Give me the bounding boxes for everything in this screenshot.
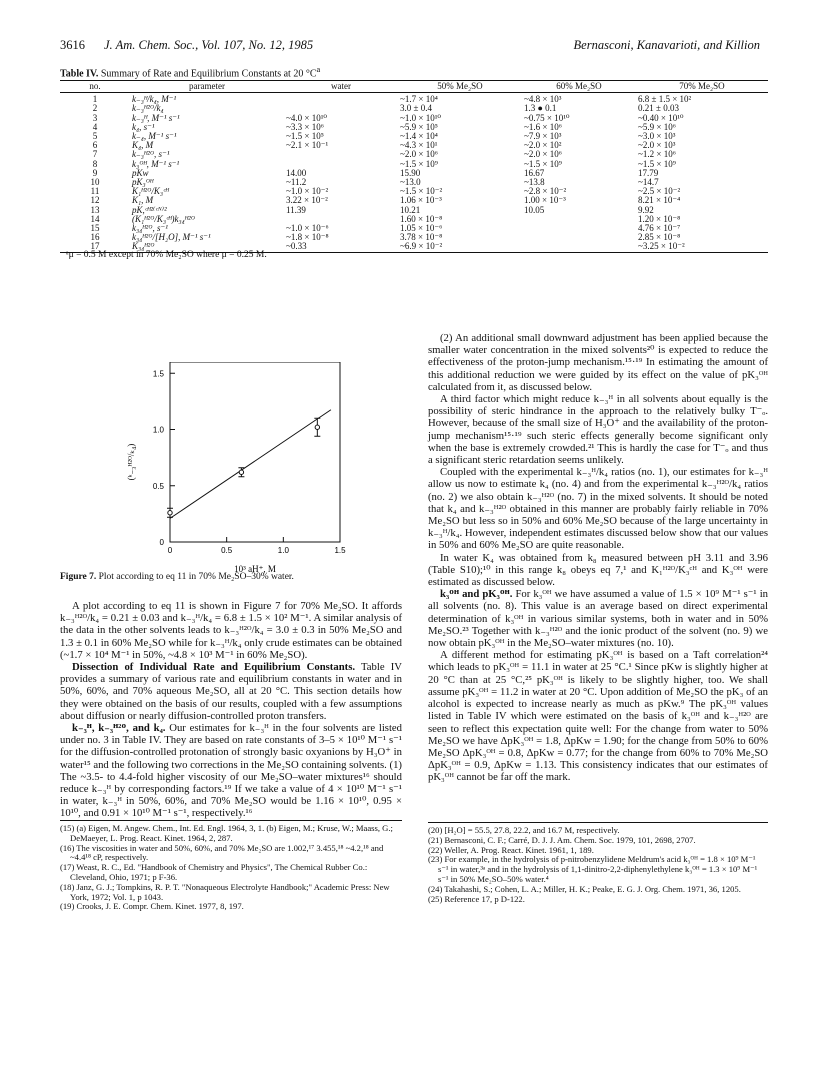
cell-70-me2so: ~2.5 × 10⁻² [638,186,681,197]
figure-caption-label: Figure 7. [60,572,97,582]
paragraph-text: For k₃ᴼᴴ we have assumed a value of 1.5 × 10⁹ M⁻¹ s⁻¹ in all solvents (no. 8). This value is an average based on direct experimental determination of k₃ᴼᴴ in various similar systems, both in water and in 50% Me₂SO.²³ Together with k₋₃ᴴ²ᴼ and the ionic product of the solvent (no. 9) we now obtain pK₃ᴼᴴ in the Me₂SO–water mixtures (no. 10). [428,588,769,650]
footnotes-right [428,826,768,904]
left-column [60,600,402,820]
figure-caption [60,572,400,582]
cell-70-me2so: ~3.0 × 10³ [638,131,676,142]
row-number: 12 [90,195,100,206]
fit-line [170,410,331,519]
footnote-rule-right [428,822,768,823]
footnote: (24) Takahashi, S.; Cohen, L. A.; Miller, H. K.; Peake, E. G. J. Org. Chem. 1971, 36, 1205. [428,883,741,894]
cell-60-me2so: 10.05 [524,204,545,215]
row-parameter: pK,ᶜᴴ²⁽ᶜᴺ⁾² [132,204,167,215]
cell-50-me2so: 10.21 [400,204,421,215]
cell-60-me2so: ~7.9 × 10³ [524,131,562,142]
cell-60-me2so: 16.67 [524,167,545,178]
table-body [60,93,768,252]
footnote-rule-left [60,820,402,821]
row-parameter: k₃ᴼᴴ, M⁻¹ s⁻¹ [132,158,180,169]
cell-70-me2so: 4.76 × 10⁻⁷ [638,223,681,234]
cell-water: ~3.3 × 10⁶ [286,121,324,132]
footnote: (16) The viscosities in water and 50%, 60%, and 70% Me₂SO are 1.002,¹⁷ 3.455,¹⁸ ~4.2,¹⁸ and ~4.4¹⁸ cP, respectively. [60,842,384,863]
paragraph: A different method for estimating pK₃ᴼᴴ is based on a Taft correlation²⁴ which leads to pK₃ᴼᴴ = 11.1 in water at 25 °C.¹ Since pKw is slightly higher at 20 °C than at 25 °C,²⁵ pK₃ᴼᴴ is likely to be slightly higher, too. We shall assume pK₃ᴼᴴ = 11.2 in water at 20 °C. Upon addition of Me₂SO the pK₃ of an alcohol is expected to increase nearly as much as pKw.⁹ The pK₃ᴼᴴ values listed in Table IV which were estimated on the basis of k₃ᴼᴴ and k₋₃ᴴ²ᴼ are seen to reflect this expectation quite well: For the change from water to 50% Me₂SO we have ΔpK₃ᴼᴴ = 1.8, ΔpKw = 1.90; for the change from 50% to 60% Me₂SO ΔpK₃ᴼᴴ = 0.8, ΔpKw = 0.77; for the change from 60% to 70% Me₂SO ΔpK₃ᴼᴴ = 0.9, ΔpKw = 1.13. This consistency indicates that our estimates of pK₃ᴼᴴ cannot be far off the mark. [428,649,768,784]
cell-50-me2so: 1.05 × 10⁻⁶ [400,223,443,234]
rate-constants-table [60,80,768,253]
row-parameter: k₋₃ᴴ/k₄, M⁻¹ [132,94,177,105]
footnote: (22) Weller, A. Prog. React. Kinet. 1961, 1, 189. [428,844,594,855]
right-column [428,332,768,784]
row-parameter: K₁ᴴ²ᴼ/K₃ᶜᴴ [132,186,169,197]
x-tick-label: 1.0 [277,546,289,555]
row-number: 5 [92,131,98,142]
x-tick-label: 1.5 [334,546,346,555]
row-parameter: k₄, s⁻¹ [132,121,155,132]
footnote: (20) [H₂O] = 55.5, 27.8, 22.2, and 16.7 M, respectively. [428,825,620,835]
paragraph-text: Our estimates for k₋₃ᴴ in the four solvents are listed under no. 3 in Table IV. They are based on rate constants of 3–5 × 10¹⁰ M⁻¹ s⁻¹ for the diffusion-controlled protonation of strongly basic oxyanions by H₃O⁺ in water¹⁵ and the following two corrections in the Me₂SO containing solvents. (1) The ~3.5- to 4.4-fold higher viscosity of our Me₂SO–water mixtures¹⁶ should reduce k₋₃ᴴ by corresponding factors.¹⁹ If we take a value of 4 × 10¹⁰ M⁻¹ s⁻¹ in water, k₋₃ᴴ in 50%, 60%, and 70% Me₂SO would be 1.16 × 10¹⁰, 0.95 × 10¹⁰, and 0.91 × 10¹⁰ M⁻¹ s⁻¹, respectively.¹⁶ [60,722,403,820]
cell-50-me2so: ~5.9 × 10⁵ [400,121,438,132]
cell-water: ~0.33 [284,242,398,252]
data-point [168,511,172,515]
col-header-50: 50% Me₂SO [398,81,522,93]
running-authors: Bernasconi, Kanavarioti, and Killion [573,38,760,52]
paragraph [60,661,402,722]
paragraph [428,588,768,649]
x-tick-label: 0.5 [221,546,233,555]
cell-70-me2so: ~0.40 × 10¹⁰ [638,112,684,123]
cell-60-me2so: ~2.0 × 10⁶ [524,149,562,160]
cell-60-me2so: 1.00 × 10⁻³ [524,195,566,206]
paragraph: A plot according to eq 11 is shown in Figure 7 for 70% Me₂SO. It affords k₋₃ᴴ²ᴼ/k₄ = 0.21 ± 0.03 and k₋₃ᴴ/k₄ = 6.8 ± 1.5 × 10² M⁻¹. A similar analysis of the data in the other solvents leads to k₋₃ᴴ²ᴼ/k₄ = 3.0 ± 0.3 in 50% Me₂SO and 1.3 ± 0.1 in 60% Me₂SO while for k₋₃ᴴ/k₄ only crude estimates can be obtained (~1.7 × 10⁴ M⁻¹ in 50%, ~4.8 × 10³ M⁻¹ in 60% Me₂SO). [60,600,402,661]
cell-70-me2so: ~1.5 × 10⁹ [638,158,676,169]
cell-water: 3.22 × 10⁻² [286,195,328,206]
row-parameter: k₃₄ᴴ²ᴼ, s⁻¹ [132,223,168,234]
cell-50-me2so: ~1.7 × 10⁴ [400,94,438,105]
row-parameter: k₋₃ᴴ, M⁻¹ s⁻¹ [132,112,180,123]
col-header-70: 70% Me₂SO [636,81,768,93]
row-number: 2 [92,103,98,114]
table-caption-label: Table IV. [60,68,99,80]
row-parameter: pKw [132,167,149,178]
data-points [167,418,320,517]
row-parameter: K₁, M [132,195,154,206]
table-footnote: ᵃμ = 0.5 M except in 70% Me₂SO where μ = 0.25 M. [66,250,267,260]
footnote: (25) Reference 17, p D-122. [428,893,525,904]
row-parameter: k₋₃ᴴ²ᴼ, s⁻¹ [132,149,170,160]
paragraph: A third factor which might reduce k₋₃ᴴ in all solvents about equally is the possibility of steric hindrance in the approach to the relatively bulky T⁻ₒ. However, because of the small size of H₃O⁺ and the availability of the proton-jump mechanism¹⁵·¹⁹ such steric effects generally become significant only when the base is extremely crowded.²¹ This is hardly the case for T⁻ₒ and thus a significant steric retardation seems unlikely. [428,393,768,467]
data-point [315,425,319,429]
subsection-heading: k₋₃ᴴ, k₋₃ᴴ²ᴼ, and k₄. [72,722,166,735]
footnote: (17) Weast, R. C., Ed. "Handbook of Chemistry and Physics", The Chemical Rubber Co.: Cleveland, Ohio, 1971; p F-36. [60,862,368,882]
cell-70-me2so: 2.85 × 10⁻⁸ [638,232,681,243]
row-parameter: k₋₃ᴴ²ᴼ/k₄ [132,103,164,114]
cell-60-me2so: ~1.6 × 10⁶ [524,121,562,132]
cell-60-me2so [522,233,636,242]
row-number: 1 [92,94,98,105]
table-caption-text: Summary of Rate and Equilibrium Constants at 20 °C [100,68,317,80]
page-number: 3616 [60,38,85,52]
cell-60-me2so: ~2.8 × 10⁻² [524,186,567,197]
cell-70-me2so: 0.21 ± 0.03 [638,103,679,114]
running-header [60,38,760,54]
row-number: 7 [92,149,98,160]
cell-70-me2so: 6.8 ± 1.5 × 10² [638,94,692,105]
x-axis-label: 10³ aH⁺, M [234,564,276,574]
col-header-water: water [284,81,398,93]
cell-70-me2so: 1.20 × 10⁻⁸ [638,213,681,224]
y-tick-label: 1.5 [152,369,164,379]
cell-50-me2so: ~4.3 × 10¹ [400,140,438,151]
cell-50-me2so: ~6.9 × 10⁻² [398,242,522,252]
cell-70-me2so: 9.92 [638,204,654,215]
cell-60-me2so [522,242,636,252]
row-number: 9 [92,167,98,178]
paragraph: Coupled with the experimental k₋₃ᴴ/k₄ ratios (no. 1), our estimates for k₋₃ᴴ allow us now to estimate k₄ (no. 4) and from the experimental k₋₃ᴴ²ᴼ/k₄ ratios (no. 2) we also obtain k₋₃ᴴ²ᴼ (no. 7) in the mixed solvents. It should be noted that k₄ and k₋₃ᴴ²ᴼ obtained in this manner are probably fairly reliable in 70% Me₂SO but less so in 50% and 60% Me₂SO because of the large uncertainty in k₋₃ᴴ/k₄. However, independent estimates discussed below show that our values in 50% and 60% Me₂SO are quite reasonable. [428,466,768,552]
figure-7 [110,362,350,577]
paragraph: In water K₄ was obtained from k₈ measured between pH 3.11 and 3.96 (Table S10);¹⁰ in this range k₈ obeys eq 7,¹ and K₁ᴴ²ᴼ/K₃ᶜᴴ and K₃ᴼᴴ were estimated as discussed below. [428,551,768,589]
cell-water: 14.00 [286,167,307,178]
data-point [239,470,243,474]
paragraph [60,722,402,820]
cell-70-me2so: ~3.25 × 10⁻² [636,242,768,252]
cell-60-me2so: ~13.8 [524,177,545,188]
row-number: 3 [92,112,98,123]
cell-50-me2so: ~1.4 × 10⁴ [400,131,438,142]
figure-7-plot [110,362,350,577]
cell-water: 11.39 [286,204,306,215]
cell-50-me2so: 1.60 × 10⁻⁸ [400,213,443,224]
cell-50-me2so: 3.78 × 10⁻⁸ [400,232,443,243]
journal-citation: J. Am. Chem. Soc., Vol. 107, No. 12, 1985 [104,38,314,52]
cell-water: ~1.0 × 10⁻² [286,186,329,197]
cell-50-me2so: 15.90 [400,167,421,178]
row-number: 6 [92,140,98,151]
footnote: (21) Bernasconi, C. F.; Carré, D. J. J. Am. Chem. Soc. 1979, 101, 2698, 2707. [428,834,696,845]
row-number: 8 [92,158,98,169]
cell-70-me2so: 17.79 [638,167,659,178]
cell-70-me2so: ~1.2 × 10⁶ [638,149,676,160]
cell-60-me2so [522,224,636,233]
y-tick-label: 0.5 [152,481,164,491]
cell-70-me2so: 8.21 × 10⁻⁴ [638,195,681,206]
plot-frame [170,362,340,542]
row-parameter: K₃₄ᴴ²ᴼ [130,242,284,252]
row-number: 17 [60,242,130,252]
cell-water: ~11.2 [286,177,307,188]
cell-60-me2so: ~1.5 × 10⁹ [524,158,562,169]
cell-50-me2so: ~1.5 × 10⁻² [400,186,443,197]
row-parameter: k₃₄ᴴ²ᴼ/[H₂O], M⁻¹ s⁻¹ [132,232,211,243]
row-parameter: K₄, M [132,140,154,151]
row-number: 13 [90,204,100,215]
y-tick-label: 1.0 [152,425,164,435]
col-header-60: 60% Me₂SO [522,81,636,93]
row-number: 14 [90,213,100,224]
cell-60-me2so [522,215,636,224]
cell-50-me2so: 1.06 × 10⁻³ [400,195,442,206]
paragraph: (2) An additional small downward adjustment has been applied because the smaller water concentration in the mixed solvents²⁰ is expected to reduce the effectiveness of the proton-jump mechanism.¹⁵·¹⁹ In estimating the amount of this additional reduction we were guided by its effect on the value of pK₃ᴼᴴ calculated from it, as discussed below. [428,332,768,393]
cell-60-me2so: ~2.0 × 10² [524,140,562,151]
x-tick-label: 0 [167,546,173,555]
row-number: 15 [90,223,100,234]
cell-50-me2so: ~1.5 × 10⁹ [400,158,438,169]
cell-water: ~1.5 × 10⁵ [286,131,324,142]
y-tick-label: 0 [159,538,164,547]
cell-60-me2so: ~0.75 × 10¹⁰ [524,112,570,123]
table-caption [60,65,320,79]
row-number: 10 [90,177,100,188]
table-caption-sup: a [316,65,321,74]
cell-water: ~1.8 × 10⁻⁸ [286,232,329,243]
cell-50-me2so: 3.0 ± 0.4 [400,103,432,114]
row-parameter: k₋₄, M⁻¹ s⁻¹ [132,131,177,142]
cell-50-me2so: ~1.0 × 10¹⁰ [400,112,442,123]
cell-water [284,150,398,159]
footnote: (23) For example, in the hydrolysis of p-nitrobenzylidene Meldrum's acid k₃ᴼᴴ = 1.8 × 10⁹ M⁻¹ s⁻¹ in water,³ᵃ and in the hydrolysis of 1,1-dinitro-2,2-diphenylethylene k₃ᴼᴴ = 1.3 × 10⁹ M⁻¹ s⁻¹ in 50% Me₂SO–50% water.⁴ [428,854,758,884]
footnote: (15) (a) Eigen, M. Angew. Chem., Int. Ed. Engl. 1964, 3, 1. (b) Eigen, M.; Kruse, W.; Maass, G.; DeMaeyer, L. Prog. React. Kinet. 1964, 2, 287. [60,823,393,843]
section-heading: Dissection of Individual Rate and Equilibrium Constants. [72,661,356,674]
cell-60-me2so: 1.3 ● 0.1 [524,103,557,114]
cell-50-me2so: ~2.0 × 10⁶ [400,149,438,160]
row-parameter: (K₁ᴴ²ᴼ/K₃ᶜᴴ)k₃₄ᴴ²ᴼ [132,213,195,224]
row-parameter: pK₃ᴼᴴ [132,177,154,188]
col-header-parameter: parameter [130,81,284,93]
footnote: (19) Crooks, J. E. Compr. Chem. Kinet. 1977, 8, 197. [60,901,244,912]
cell-water: ~1.0 × 10⁻⁶ [286,223,329,234]
cell-water [284,93,398,105]
subsection-heading: k₃ᴼᴴ and pK₃ᴼᴴ. [440,588,513,601]
row-number: 11 [90,186,100,197]
col-header-no: no. [60,81,130,93]
y-axis-label: (ᵏ₋₃ᴴ²ᴼ/ₖ₄) [126,443,136,481]
row-number: 16 [90,232,100,243]
cell-60-me2so: ~4.8 × 10³ [524,94,562,105]
cell-70-me2so: ~5.9 × 10⁶ [638,121,676,132]
row-number: 4 [92,121,98,132]
cell-70-me2so: ~2.0 × 10³ [638,140,676,151]
footnotes-left [60,824,402,912]
table-header-row [60,81,768,93]
axis-ticks [153,369,346,555]
paragraph-text: Table IV provides a summary of various rate and equilibrium constants in water and in 50%, 60%, and 70% aqueous Me₂SO, all at 20 °C. This section details how they were obtained on the basis of our results, coupled with a few assumptions about diffusion or nearly diffusion-controlled proton transfers. [60,661,403,722]
cell-50-me2so: ~13.0 [400,177,421,188]
cell-water: ~4.0 × 10¹⁰ [286,112,328,123]
cell-water: ~2.1 × 10⁻¹ [286,140,329,151]
cell-70-me2so: ~14.7 [638,177,659,188]
footnote: (18) Janz, G. J.; Tompkins, R. P. T. "Nonaqueous Electrolyte Handbook;" Academic Press: New York, 1972; Vol. 1, p 1043. [60,881,390,902]
figure-caption-text: Plot according to eq 11 in 70% Me₂SO–30% water. [98,572,294,582]
